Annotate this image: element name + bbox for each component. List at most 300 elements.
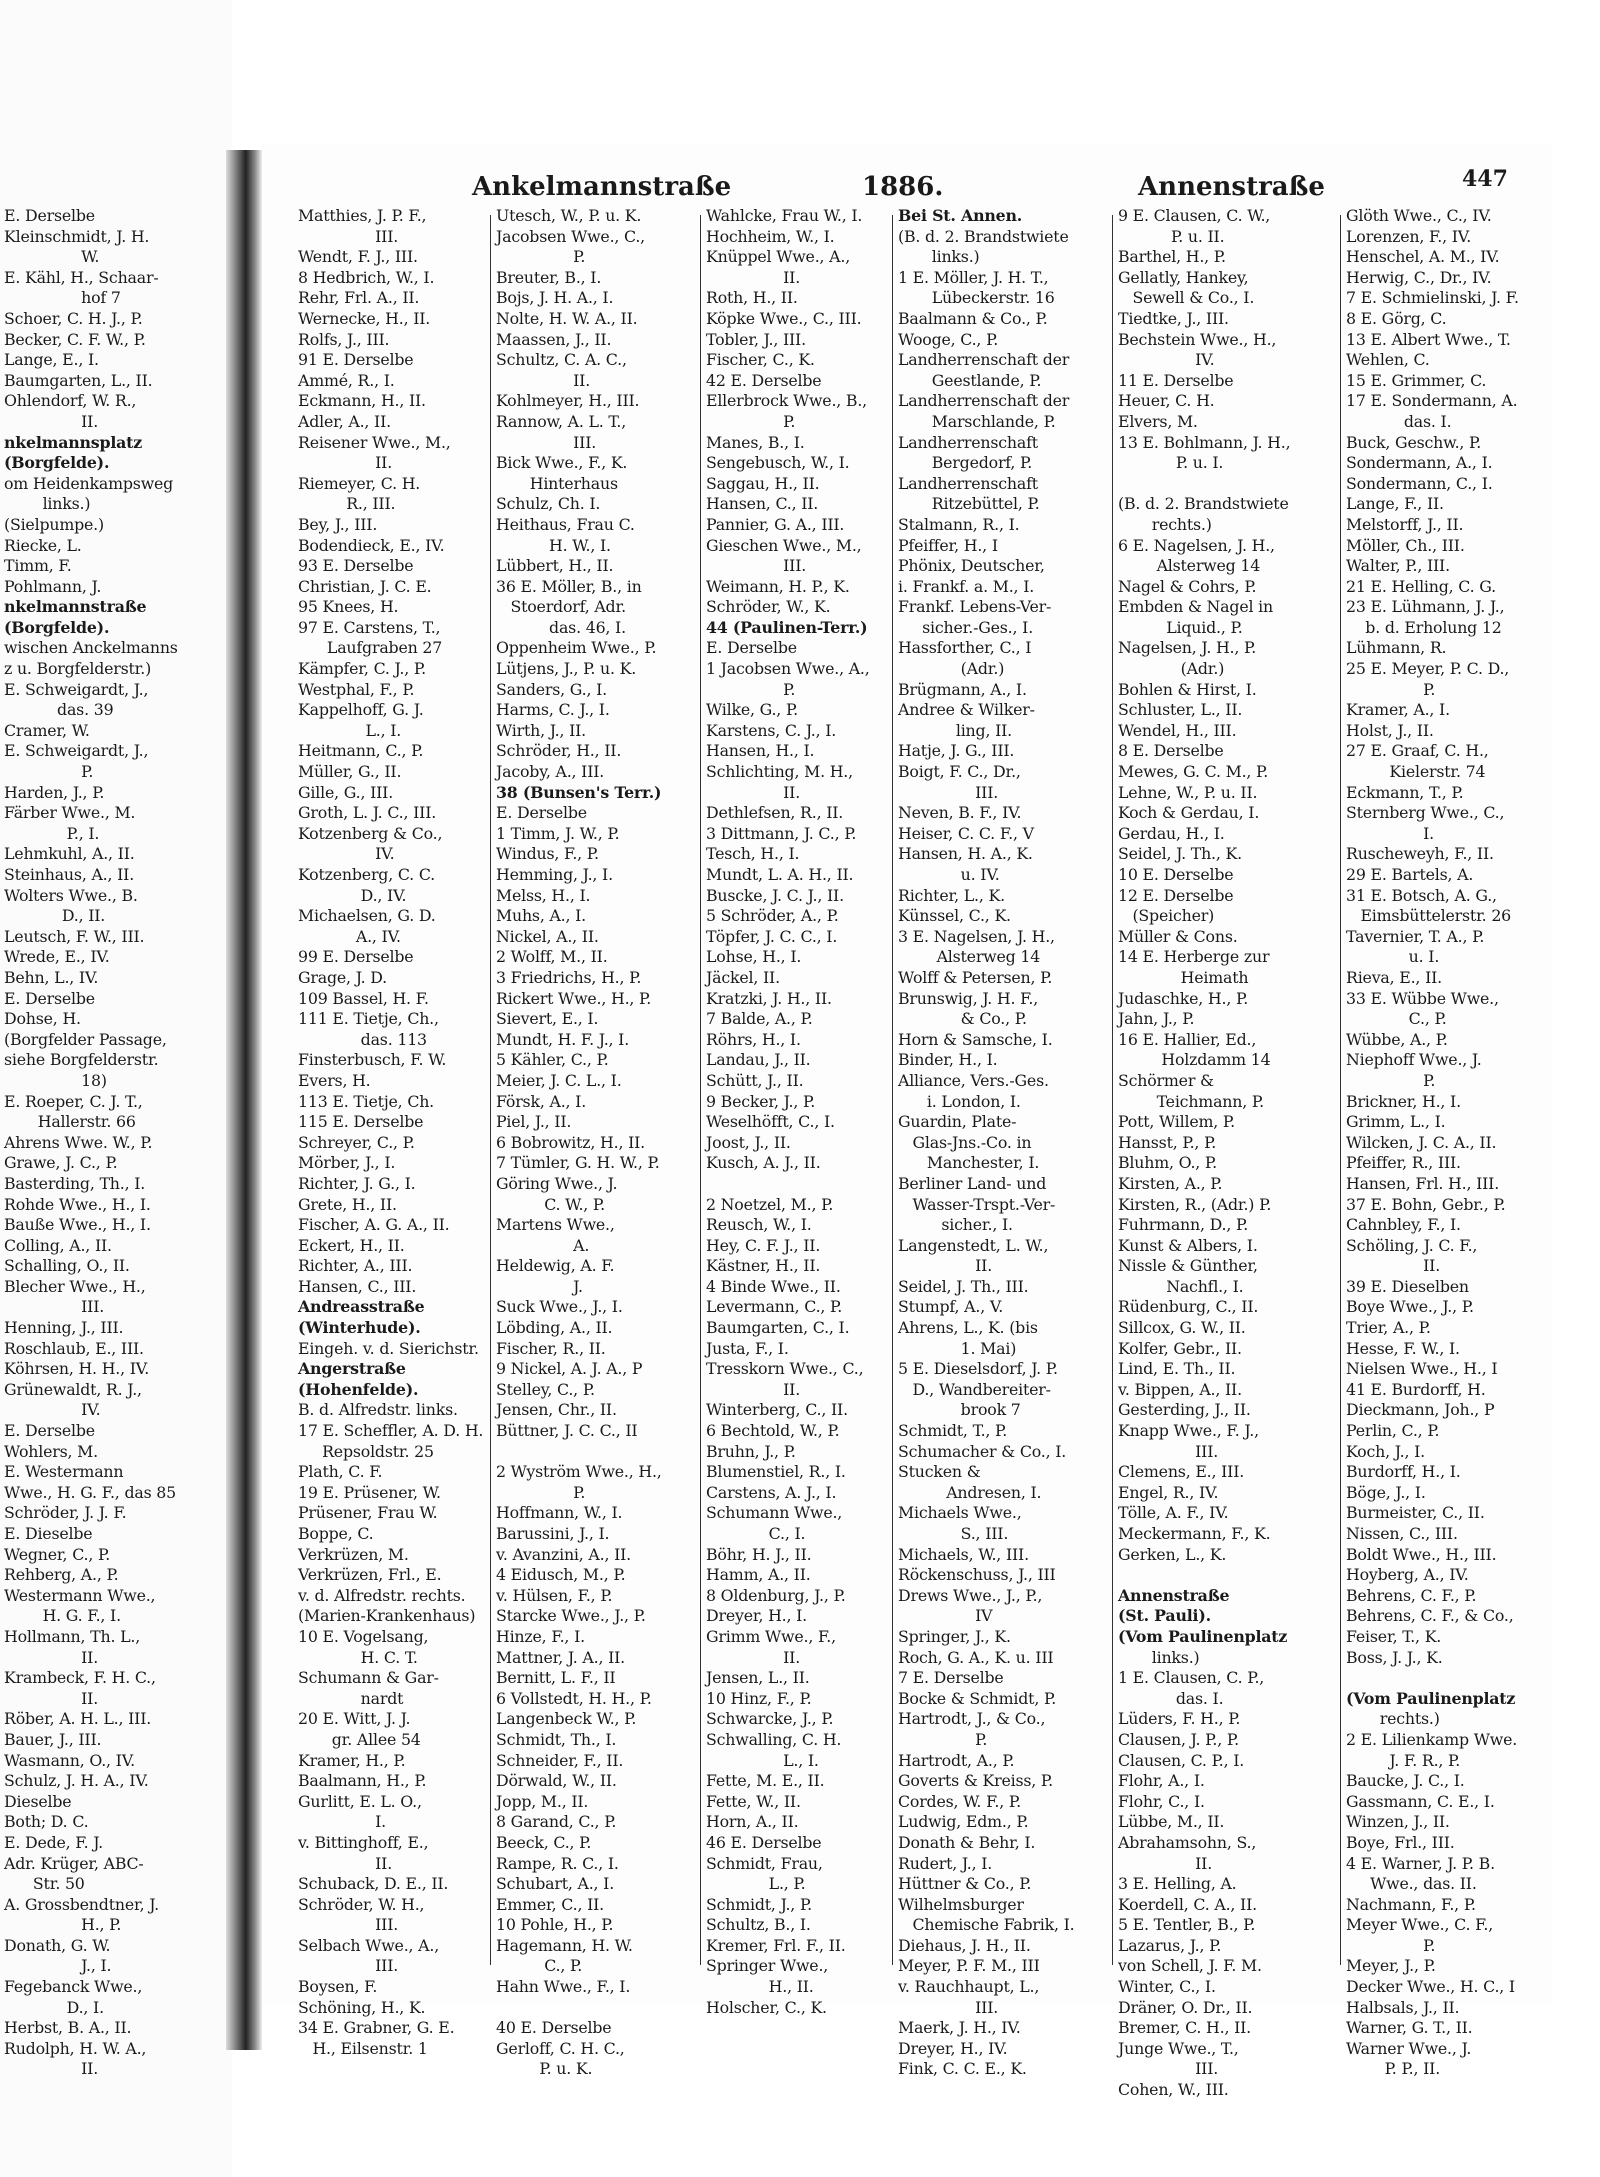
directory-entry: Tesch, H., I. — [706, 844, 800, 864]
directory-entry: C., P. — [1346, 1009, 1447, 1029]
directory-entry: Koerdell, C. A., II. — [1118, 1894, 1257, 1914]
directory-entry: & Co., P. — [898, 1009, 1027, 1029]
directory-entry: Müller & Cons. — [1118, 926, 1238, 946]
directory-entry: Schmidt, T., P. — [898, 1421, 1008, 1441]
directory-entry: 5 Kähler, C., P. — [496, 1050, 609, 1070]
directory-entry: Hansen, C., III. — [298, 1276, 417, 1296]
directory-entry: Melstorff, J., II. — [1346, 514, 1464, 534]
directory-entry: (Speicher) — [1118, 906, 1215, 926]
directory-entry: C. W., P. — [496, 1194, 605, 1214]
directory-entry: Wirth, J., II. — [496, 720, 586, 740]
directory-entry: Bojs, J. H. A., I. — [496, 288, 614, 308]
book-gutter — [226, 150, 262, 2050]
directory-entry: III. — [706, 556, 807, 576]
directory-entry: P. — [4, 762, 94, 782]
header-left-street: Ankelmannstraße — [472, 172, 732, 202]
directory-entry: Nagelsen, J. H., P. — [1118, 638, 1257, 658]
directory-entry: Hamm, A., II. — [706, 1565, 811, 1585]
directory-entry: Donath, G. W. — [4, 1935, 111, 1955]
directory-entry: Seidel, J. Th., K. — [1118, 844, 1242, 864]
directory-entry: Hemming, J., I. — [496, 865, 613, 884]
directory-entry: P. u. I. — [1118, 453, 1224, 473]
directory-entry: Sewell & Co., I. — [1118, 288, 1255, 308]
directory-entry: Roth, H., II. — [706, 288, 798, 308]
directory-entry: 13 E. Albert Wwe., T. — [1346, 329, 1511, 349]
directory-entry: Tresskorn Wwe., C., — [706, 1359, 864, 1379]
directory-entry: Junge Wwe., T., — [1118, 2038, 1239, 2058]
directory-entry: Kohlmeyer, H., III. — [496, 391, 640, 411]
directory-entry: v. Rauchhaupt, L., — [898, 1977, 1040, 1997]
directory-entry: Kappelhoff, G. J. — [298, 700, 424, 720]
directory-entry: Schumacher & Co., I. — [898, 1441, 1067, 1461]
directory-entry: Schütt, J., II. — [706, 1070, 804, 1090]
directory-entry: Lind, E. Th., II. — [1118, 1359, 1236, 1379]
directory-entry: III. — [298, 1915, 399, 1935]
directory-entry: 115 E. Derselbe — [298, 1112, 424, 1132]
directory-entry: E. Derselbe — [4, 206, 95, 225]
directory-entry: Künssel, C., K. — [898, 906, 1011, 926]
directory-entry: Lohse, H., I. — [706, 947, 802, 967]
directory-entry: Färber Wwe., M. — [4, 803, 136, 823]
directory-entry: von Schell, J. F. M. — [1118, 1956, 1262, 1976]
directory-entry: rechts.) — [1118, 514, 1212, 534]
directory-entry: Springer, J., K. — [898, 1626, 1011, 1646]
directory-entry: Abrahamsohn, S., — [1118, 1832, 1257, 1852]
directory-entry: II. — [298, 1853, 393, 1873]
directory-entry: D., Wandbereiter- — [898, 1379, 1051, 1399]
directory-entry: Stoerdorf, Adr. — [496, 597, 626, 617]
directory-entry: z u. Borgfelderstr.) — [4, 659, 152, 679]
directory-entry: Saggau, H., II. — [706, 473, 820, 493]
directory-entry: Berliner Land- und — [898, 1173, 1047, 1193]
directory-entry: (Vom Paulinenplatz — [1346, 1688, 1516, 1708]
directory-entry: (Borgfelder Passage, — [4, 1029, 167, 1049]
directory-entry: 41 E. Burdorff, H. — [1346, 1379, 1486, 1399]
directory-entry: Schröder, J. J. F. — [4, 1503, 127, 1523]
directory-entry: Pohlmann, J. — [4, 576, 102, 596]
directory-entry: 5 Schröder, A., P. — [706, 906, 839, 926]
directory-entry: Barthel, H., P. — [1118, 247, 1226, 267]
directory-entry: i. London, I. — [898, 1091, 1021, 1111]
directory-entry: Kolfer, Gebr., II. — [1118, 1338, 1242, 1358]
directory-entry: Baumgarten, L., II. — [4, 370, 153, 390]
directory-entry: Stucken & — [898, 1462, 981, 1482]
directory-entry: Richter, J. G., I. — [298, 1173, 416, 1193]
directory-entry: sicher., I. — [898, 1215, 1013, 1235]
directory-entry: (B. d. 2. Brandstwiete — [1118, 494, 1289, 514]
directory-entry: Gerdau, H., I. — [1118, 823, 1225, 843]
directory-entry: Hey, C. F. J., II. — [706, 1235, 821, 1255]
directory-entry: Joost, J., II. — [706, 1132, 791, 1152]
directory-entry: A., IV. — [298, 926, 401, 946]
directory-entry: Matthies, J. P. F., — [298, 206, 427, 225]
directory-entry — [1118, 474, 1338, 495]
directory-entry: hof 7 — [4, 288, 121, 308]
directory-entry: Kirsten, A., P. — [1118, 1173, 1223, 1193]
directory-entry: Angerstraße — [298, 1359, 406, 1379]
directory-entry: 8 E. Görg, C. — [1346, 308, 1447, 328]
directory-entry: Emmer, C., II. — [496, 1894, 604, 1914]
header-right-street: Annenstraße — [1138, 172, 1325, 202]
directory-entry: Bruhn, J., P. — [706, 1441, 796, 1461]
directory-entry: Ahrens Wwe. W., P. — [4, 1132, 153, 1152]
directory-entry: 21 E. Helling, C. G. — [1346, 576, 1496, 596]
directory-entry: Plath, C. F. — [298, 1462, 383, 1482]
directory-entry: Lorenzen, F., IV. — [1346, 226, 1472, 246]
directory-entry: Utesch, W., P. u. K. — [496, 206, 642, 225]
directory-entry: Röhrs, H., I. — [706, 1029, 801, 1049]
directory-entry: Rannow, A. L. T., — [496, 411, 627, 431]
directory-entry: Guardin, Plate- — [898, 1112, 1017, 1132]
directory-entry: Burmeister, C., II. — [1346, 1503, 1485, 1523]
directory-entry: das. I. — [1346, 411, 1452, 431]
directory-entry: Justa, F., I. — [706, 1338, 789, 1358]
directory-entry: Flohr, C., I. — [1118, 1791, 1205, 1811]
directory-entry: Schmidt, Frau, — [706, 1853, 823, 1873]
directory-entry: Ammé, R., I. — [298, 370, 395, 390]
directory-entry: Büttner, J. C. C., II — [496, 1421, 638, 1441]
directory-entry: P. — [1346, 679, 1436, 699]
directory-entry: 8 Oldenburg, J., P. — [706, 1585, 846, 1605]
directory-entry: III. — [298, 1956, 399, 1976]
directory-entry: Both; D. C. — [4, 1812, 89, 1832]
directory-entry: v. Bittinghoff, E., — [298, 1832, 429, 1852]
directory-entry: 46 E. Derselbe — [706, 1832, 822, 1852]
directory-entry: Krambeck, F. H. C., — [4, 1668, 156, 1688]
directory-entry: (B. d. 2. Brandstwiete — [898, 226, 1069, 246]
directory-entry: Tobler, J., III. — [706, 329, 806, 349]
directory-entry: P. — [496, 1482, 586, 1502]
directory-column-1 — [298, 206, 488, 2059]
directory-entry: Schubart, A., I. — [496, 1874, 615, 1894]
directory-entry: III. — [4, 1297, 105, 1317]
directory-entry: P., I. — [4, 823, 100, 843]
directory-entry: Cohen, W., III. — [1118, 2080, 1229, 2100]
directory-entry: Rehberg, A., P. — [4, 1565, 119, 1585]
directory-entry: Ellerbrock Wwe., B., — [706, 391, 867, 411]
directory-entry: Kunst & Albers, I. — [1118, 1235, 1258, 1255]
directory-entry: 10 E. Vogelsang, — [298, 1626, 429, 1646]
directory-entry: Heuer, C. H. — [1118, 391, 1215, 411]
directory-entry: Wendt, F. J., III. — [298, 247, 418, 267]
directory-entry: Warner Wwe., J. — [1346, 2038, 1472, 2058]
directory-entry: Grage, J. D. — [298, 967, 387, 987]
directory-entry: Dohse, H. — [4, 1009, 81, 1029]
directory-entry: Schultz, C. A. C., — [496, 350, 627, 370]
directory-entry: Wahlcke, Frau W., I. — [706, 206, 863, 225]
directory-entry: Schulz, J. H. A., IV. — [4, 1771, 149, 1791]
directory-entry: Rampe, R. C., I. — [496, 1853, 619, 1873]
directory-entry: 111 E. Tietje, Ch., — [298, 1009, 439, 1029]
directory-entry: 16 E. Hallier, Ed., — [1118, 1029, 1257, 1049]
directory-entry: Fette, W., II. — [706, 1791, 801, 1811]
directory-entry: om Heidenkampsweg — [4, 473, 174, 493]
directory-entry: Schröder, H., II. — [496, 741, 622, 761]
directory-entry: R., III. — [298, 494, 396, 514]
directory-entry: Dörwald, W., II. — [496, 1771, 617, 1791]
directory-entry: P. P., II. — [1346, 2059, 1441, 2079]
directory-entry: Jacobsen Wwe., C., — [496, 226, 646, 246]
directory-entry: Köpke Wwe., C., III. — [706, 308, 862, 328]
directory-entry: Winzen, J., II. — [1346, 1812, 1450, 1832]
directory-entry: Steinhaus, A., II. — [4, 865, 135, 884]
directory-entry: Stalmann, R., I. — [898, 514, 1020, 534]
directory-entry: Baalmann & Co., P. — [898, 308, 1048, 328]
directory-entry: Schörmer & — [1118, 1070, 1214, 1090]
directory-entry: Leutsch, F. W., III. — [4, 926, 145, 946]
directory-entry: Rohde Wwe., H., I. — [4, 1194, 151, 1214]
directory-entry: Michaelsen, G. D. — [298, 906, 436, 926]
directory-entry: Schöning, H., K. — [298, 1997, 426, 2017]
directory-entry: 12 E. Derselbe — [1118, 885, 1234, 905]
directory-entry: II. — [298, 453, 393, 473]
directory-entry: Winter, C., I. — [1118, 1977, 1216, 1997]
directory-entry: Dräner, O. Dr., II. — [1118, 1997, 1253, 2017]
directory-entry: Karstens, C. J., I. — [706, 720, 837, 740]
directory-entry: Martens Wwe., — [496, 1215, 615, 1235]
directory-entry: Schultz, B., I. — [706, 1915, 811, 1935]
directory-entry: Michaels Wwe., — [898, 1503, 1022, 1523]
directory-entry: 4 E. Warner, J. P. B. — [1346, 1853, 1495, 1873]
directory-entry: 6 Vollstedt, H. H., P. — [496, 1688, 652, 1708]
directory-entry: Andreasstraße — [298, 1297, 425, 1317]
directory-entry: Teichmann, P. — [1118, 1091, 1264, 1111]
directory-entry: Grawe, J. C., P. — [4, 1153, 118, 1173]
directory-entry: H., P. — [4, 1915, 122, 1935]
directory-entry: 11 E. Derselbe — [1118, 370, 1234, 390]
directory-entry: Eckert, H., II. — [298, 1235, 405, 1255]
directory-entry: Baumgarten, C., I. — [706, 1318, 850, 1338]
directory-entry: 3 E. Helling, A. — [1118, 1874, 1237, 1894]
directory-entry: Bechstein Wwe., H., — [1118, 329, 1277, 349]
directory-entry: Lehne, W., P. u. II. — [1118, 782, 1258, 802]
directory-entry: Henschel, A. M., IV. — [1346, 247, 1500, 267]
directory-entry: Heimath — [1118, 967, 1249, 987]
directory-entry: Kramer, H., P. — [298, 1750, 406, 1770]
directory-entry: P. — [496, 247, 586, 267]
directory-entry: u. IV. — [898, 865, 1000, 884]
directory-entry: Schumann & Gar- — [298, 1668, 439, 1688]
directory-entry: Dreyer, H., I. — [706, 1606, 807, 1626]
directory-entry: Nickel, A., II. — [496, 926, 599, 946]
directory-entry: Schlichting, M. H., — [706, 762, 853, 782]
directory-entry: Ludwig, Edm., P. — [898, 1812, 1029, 1832]
directory-entry: II. — [1118, 1853, 1213, 1873]
directory-entry: Piel, J., II. — [496, 1112, 572, 1132]
directory-entry: Evers, H. — [298, 1070, 371, 1090]
directory-entry: 37 E. Bohn, Gebr., P. — [1346, 1194, 1506, 1214]
directory-entry: Jäckel, II. — [706, 967, 780, 987]
directory-entry: Sengebusch, W., I. — [706, 453, 850, 473]
directory-entry: Wilhelmsburger — [898, 1894, 1024, 1914]
directory-entry: Starcke Wwe., J., P. — [496, 1606, 646, 1626]
directory-entry: Jacoby, A., III. — [496, 762, 605, 782]
directory-entry: Wasmann, O., IV. — [4, 1750, 135, 1770]
directory-entry: 5 E. Dieselsdorf, J. P. — [898, 1359, 1058, 1379]
directory-entry: 2 Wyström Wwe., H., — [496, 1462, 662, 1482]
directory-entry: Hansst, P., P. — [1118, 1132, 1217, 1152]
directory-entry: Hüttner & Co., P. — [898, 1874, 1032, 1894]
directory-entry: (Winterhude). — [298, 1318, 421, 1338]
directory-entry: Neven, B. F., IV. — [898, 803, 1022, 823]
directory-entry: Dreyer, H., IV. — [898, 2038, 1008, 2058]
directory-entry: 17 E. Sondermann, A. — [1346, 391, 1518, 411]
directory-entry: Försk, A., I. — [496, 1091, 587, 1111]
directory-entry: P. — [706, 411, 796, 431]
directory-entry: Hansen, H., I. — [706, 741, 815, 761]
directory-entry: Hartrodt, A., P. — [898, 1750, 1015, 1770]
directory-entry: II. — [706, 1379, 801, 1399]
directory-entry: Heldewig, A. F. — [496, 1256, 615, 1276]
directory-entry: Rudolph, H. W. A., — [4, 2038, 147, 2058]
directory-entry: Heiser, C. C. F., V — [898, 823, 1034, 843]
directory-entry: Lange, F., II. — [1346, 494, 1444, 514]
directory-entry: Lütjens, J., P. u. K. — [496, 659, 637, 679]
directory-entry: (Adr.) — [1118, 659, 1225, 679]
directory-entry: Kirsten, R., (Adr.) P. — [1118, 1194, 1272, 1214]
directory-entry: Selbach Wwe., A., — [298, 1935, 440, 1955]
directory-entry: C., P. — [496, 1956, 583, 1976]
directory-entry: Schröder, W., K. — [706, 597, 831, 617]
directory-entry: 91 E. Derselbe — [298, 350, 414, 370]
directory-entry: Adler, A., II. — [298, 411, 391, 431]
directory-entry: Wooge, C., P. — [898, 329, 999, 349]
directory-entry: Andree & Wilker- — [898, 700, 1035, 720]
directory-entry: Bluhm, O., P. — [1118, 1153, 1217, 1173]
directory-entry: Sanders, G., I. — [496, 679, 607, 699]
directory-entry: Lazarus, J., P. — [1118, 1935, 1222, 1955]
directory-entry: Schluster, L., II. — [1118, 700, 1243, 720]
directory-entry: links.) — [898, 247, 980, 267]
directory-entry: Pannier, G. A., III. — [706, 514, 845, 534]
directory-entry: Pfeiffer, R., III. — [1346, 1153, 1461, 1173]
directory-entry: Bergedorf, P. — [898, 453, 1033, 473]
directory-entry: Brunswig, J. H. F., — [898, 988, 1039, 1008]
directory-entry: I. — [298, 1812, 387, 1832]
directory-entry: 18) — [4, 1070, 107, 1090]
directory-entry: Westermann Wwe., — [4, 1585, 156, 1605]
directory-entry: Köhrsen, H. H., IV. — [4, 1359, 150, 1379]
directory-entry: 33 E. Wübbe Wwe., — [1346, 988, 1499, 1008]
directory-entry: Hansen, H. A., K. — [898, 844, 1033, 864]
directory-entry: Oppenheim Wwe., P. — [496, 638, 657, 658]
directory-entry: (Hohenfelde). — [298, 1379, 419, 1399]
directory-entry: Binder, H., I. — [898, 1050, 998, 1070]
directory-entry: 6 Bobrowitz, H., II. — [496, 1132, 645, 1152]
directory-entry: Brickner, H., I. — [1346, 1091, 1461, 1111]
directory-entry: Goverts & Kreiss, P. — [898, 1771, 1053, 1791]
directory-entry: H., Eilsenstr. 1 — [298, 2038, 428, 2058]
directory-entry: Harden, J., P. — [4, 782, 105, 802]
directory-entry: nardt — [298, 1688, 404, 1708]
directory-entry: 10 Hinz, F., P. — [706, 1688, 812, 1708]
directory-entry: Finsterbusch, F. W. — [298, 1050, 447, 1070]
directory-entry: Rudert, J., I. — [898, 1853, 993, 1873]
directory-entry: Wrede, E., IV. — [4, 947, 110, 967]
directory-entry: E. Schweigardt, J., — [4, 741, 149, 761]
directory-entry: Timm, F. — [4, 556, 72, 576]
directory-entry: 4 Eidusch, M., P. — [496, 1565, 626, 1585]
directory-entry: 2 E. Lilienkamp Wwe. — [1346, 1729, 1518, 1749]
directory-entry: Wolters Wwe., B. — [4, 885, 138, 905]
directory-entry: D., II. — [4, 906, 106, 926]
directory-entry: Hinterhaus — [496, 473, 618, 493]
directory-entry: Gellatly, Hankey, — [1118, 267, 1249, 287]
directory-entry — [496, 1998, 696, 2019]
directory-column-facing — [4, 206, 219, 2080]
directory-entry: Hatje, J. G., III. — [898, 741, 1015, 761]
directory-entry: Kielerstr. 74 — [1346, 762, 1486, 782]
directory-entry: II. — [706, 782, 801, 802]
directory-entry: Baucke, J. C., I. — [1346, 1771, 1465, 1791]
directory-entry: Richter, L., K. — [898, 885, 1005, 905]
column-rule — [490, 215, 491, 1965]
directory-entry: S., III. — [898, 1524, 1009, 1543]
directory-entry: 1 Timm, J. W., P. — [496, 823, 620, 843]
directory-entry: P. — [706, 679, 796, 699]
directory-entry: Bohlen & Hirst, I. — [1118, 679, 1257, 699]
directory-entry: 9 E. Clausen, C. W., — [1118, 206, 1271, 225]
directory-entry: II. — [898, 1256, 993, 1276]
directory-entry: 38 (Bunsen's Terr.) — [496, 782, 662, 802]
directory-entry: Engel, R., IV. — [1118, 1482, 1219, 1502]
directory-entry: Kotzenberg, C. C. — [298, 865, 435, 884]
directory-entry: Hallerstr. 66 — [4, 1112, 136, 1132]
directory-entry: E. Derselbe — [496, 803, 587, 823]
directory-entry: Roch, G. A., K. u. III — [898, 1647, 1054, 1667]
directory-entry: Ahrens, L., K. (bis — [898, 1318, 1038, 1338]
directory-entry: Hochheim, W., I. — [706, 226, 835, 246]
directory-entry: u. I. — [1346, 947, 1440, 967]
directory-entry: 10 E. Derselbe — [1118, 865, 1234, 884]
directory-entry: Feiser, T., K. — [1346, 1626, 1442, 1646]
directory-entry: das. I. — [1118, 1688, 1224, 1708]
directory-column-3 — [706, 206, 890, 2018]
directory-entry: Alliance, Vers.-Ges. — [898, 1070, 1049, 1090]
directory-entry: Beeck, C., P. — [496, 1832, 592, 1852]
directory-entry: Kotzenberg & Co., — [298, 823, 443, 843]
directory-entry: Wwe., H. G. F., das 85 — [4, 1482, 177, 1502]
directory-entry: Clausen, C. P., I. — [1118, 1750, 1245, 1770]
directory-entry: 40 E. Derselbe — [496, 2018, 612, 2038]
directory-entry: IV — [898, 1606, 993, 1626]
directory-entry: Becker, C. F. W., P. — [4, 329, 146, 349]
directory-entry — [1118, 1565, 1338, 1586]
directory-entry: Mundt, H. F. J., I. — [496, 1029, 630, 1049]
directory-entry: brook 7 — [898, 1400, 1021, 1420]
directory-entry: Schwarcke, J., P. — [706, 1709, 834, 1729]
directory-entry: Kämpfer, C. J., P. — [298, 659, 426, 679]
directory-entry: Langenstedt, L. W., — [898, 1235, 1049, 1255]
header-page-number: 447 — [1462, 166, 1508, 192]
directory-entry: 93 E. Derselbe — [298, 556, 414, 576]
directory-entry: Carstens, A. J., I. — [706, 1482, 837, 1502]
directory-entry: Knüppel Wwe., A., — [706, 247, 851, 267]
directory-entry: Blumenstiel, R., I. — [706, 1462, 846, 1482]
directory-entry: 7 E. Derselbe — [898, 1668, 1004, 1688]
directory-entry: Riemeyer, C. H. — [298, 473, 421, 493]
directory-column-4 — [898, 206, 1110, 2080]
directory-entry: P. — [1346, 1935, 1436, 1955]
directory-entry: Fuhrmann, D., P. — [1118, 1215, 1249, 1235]
directory-entry: Wernecke, H., II. — [298, 308, 431, 328]
directory-entry: Prüsener, Frau W. — [298, 1503, 438, 1523]
directory-entry: Jensen, L., II. — [706, 1668, 810, 1688]
directory-entry: Holst, J., II. — [1346, 720, 1434, 740]
directory-entry: Wolff & Petersen, P. — [898, 967, 1053, 987]
directory-entry: Wohlers, M. — [4, 1441, 98, 1461]
directory-column-6 — [1346, 206, 1546, 2080]
